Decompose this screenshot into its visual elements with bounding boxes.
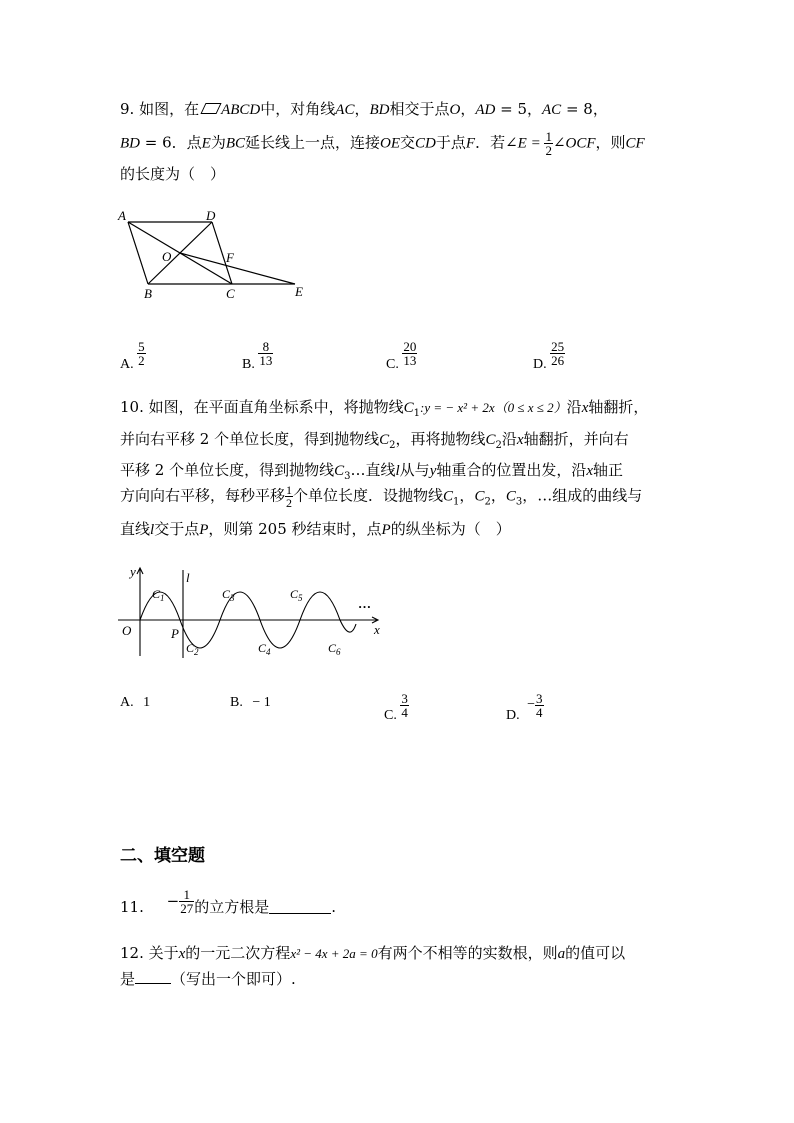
q9-line3: 的长度为（ ） — [120, 165, 226, 183]
q9-option-d-fraction: $\frac{25}{26}$ — [551, 338, 565, 368]
q10-line3: 平移 2 个单位长度，得到抛物线$C_3\dots$直线l从与y轴重合的位置出发，沿x轴正 — [120, 461, 624, 482]
q12-line2: 是 （写出一个即可）. — [120, 970, 296, 988]
q9-parallelogram-figure — [110, 200, 320, 310]
q9-option-c-fraction: $\frac{20}{13}$ — [403, 338, 417, 368]
q12-line1: 12. 关于x的一元二次方程x² − 4x + 2a = 0有两个不相等的实数根，则a的值可以 — [120, 944, 626, 962]
label-O: O — [122, 623, 132, 638]
label-C3: $C_3$ — [222, 587, 235, 603]
label-C: C — [226, 286, 235, 301]
q11-line: 11. − $\frac{1}{27}$ 的立方根是 . — [120, 887, 337, 916]
label-O: O — [162, 249, 172, 264]
label-C5: $C_5$ — [290, 587, 303, 603]
q10-line1: 10. 如图，在平面直角坐标系中，将抛物线$C_1:y$ = − x² + 2x（0 ≤ x ≤ 2）沿x轴翻折， — [120, 398, 649, 419]
q10-option-c[interactable]: C. $\frac{3}{4}$ — [384, 690, 408, 723]
label-y: y — [130, 564, 136, 579]
q10-option-b[interactable]: B. − 1 — [230, 695, 271, 710]
label-P: P — [171, 626, 179, 641]
q10-option-d-fraction: $\frac{3}{4}$ — [536, 690, 543, 720]
q10-option-d[interactable]: D. − $\frac{3}{4}$ — [506, 690, 543, 723]
q10-line2: 并向右平移 2 个单位长度，得到抛物线$C_2$，再将抛物线$C_2$沿x轴翻折，并向右 — [120, 430, 629, 451]
section-title-fill-in: 二、填空题 — [120, 846, 205, 866]
q9-option-a-fraction: $\frac{5}{2}$ — [138, 338, 145, 368]
label-A: A — [118, 208, 126, 223]
label-C1: $C_1$ — [152, 587, 165, 603]
q9-option-c[interactable]: C. $\frac{20}{13}$ — [386, 338, 417, 372]
label-B: B — [144, 286, 152, 301]
q9-option-b[interactable]: B. $\frac{8}{13}$ — [242, 338, 273, 372]
label-D: D — [206, 208, 216, 223]
q12-answer-blank[interactable] — [135, 969, 171, 984]
q11-fraction: $\frac{1}{27}$ — [180, 887, 194, 916]
q11-answer-blank[interactable] — [269, 899, 331, 914]
label-C4: $C_4$ — [258, 641, 271, 657]
label-C2: $C_2$ — [186, 641, 199, 657]
q9-option-a[interactable]: A. $\frac{5}{2}$ — [120, 338, 145, 372]
q9-line2: BD = 6．点E为BC延长线上一点，连接OE交CD于点F．若∠E = $\frac{1}{2}$ ∠OCF，则CF — [120, 129, 645, 158]
label-E: E — [295, 284, 303, 299]
label-dots: … — [358, 596, 371, 611]
half-fraction: $\frac{1}{2}$ — [545, 129, 552, 158]
q9-line1: 9. 如图，在 ABCD中，对角线AC，BD相交于点O，AD = 5，AC = 8， — [120, 100, 608, 118]
q10-line4: 方向向右平移，每秒平移 $\frac{1}{2}$ 个单位长度．设抛物线$C_1$，$C_2$，$C_3$，…组成的曲线与 — [120, 483, 643, 510]
label-C6: $C_6$ — [328, 641, 341, 657]
label-l: l — [186, 570, 190, 585]
q10-half-fraction: $\frac{1}{2}$ — [286, 483, 293, 510]
parallelogram-icon — [201, 103, 222, 114]
label-F: F — [226, 250, 234, 265]
q9-option-d[interactable]: D. $\frac{25}{26}$ — [533, 338, 565, 372]
label-x: x — [374, 622, 380, 637]
q10-line5: 直线l交于点P，则第 205 秒结束时，点P的纵坐标为（ ） — [120, 520, 511, 538]
q10-option-a[interactable]: A. 1 — [120, 695, 151, 710]
q9-option-b-fraction: $\frac{8}{13}$ — [259, 338, 273, 368]
q10-wave-figure — [110, 560, 390, 660]
q10-option-c-fraction: $\frac{3}{4}$ — [401, 690, 408, 720]
